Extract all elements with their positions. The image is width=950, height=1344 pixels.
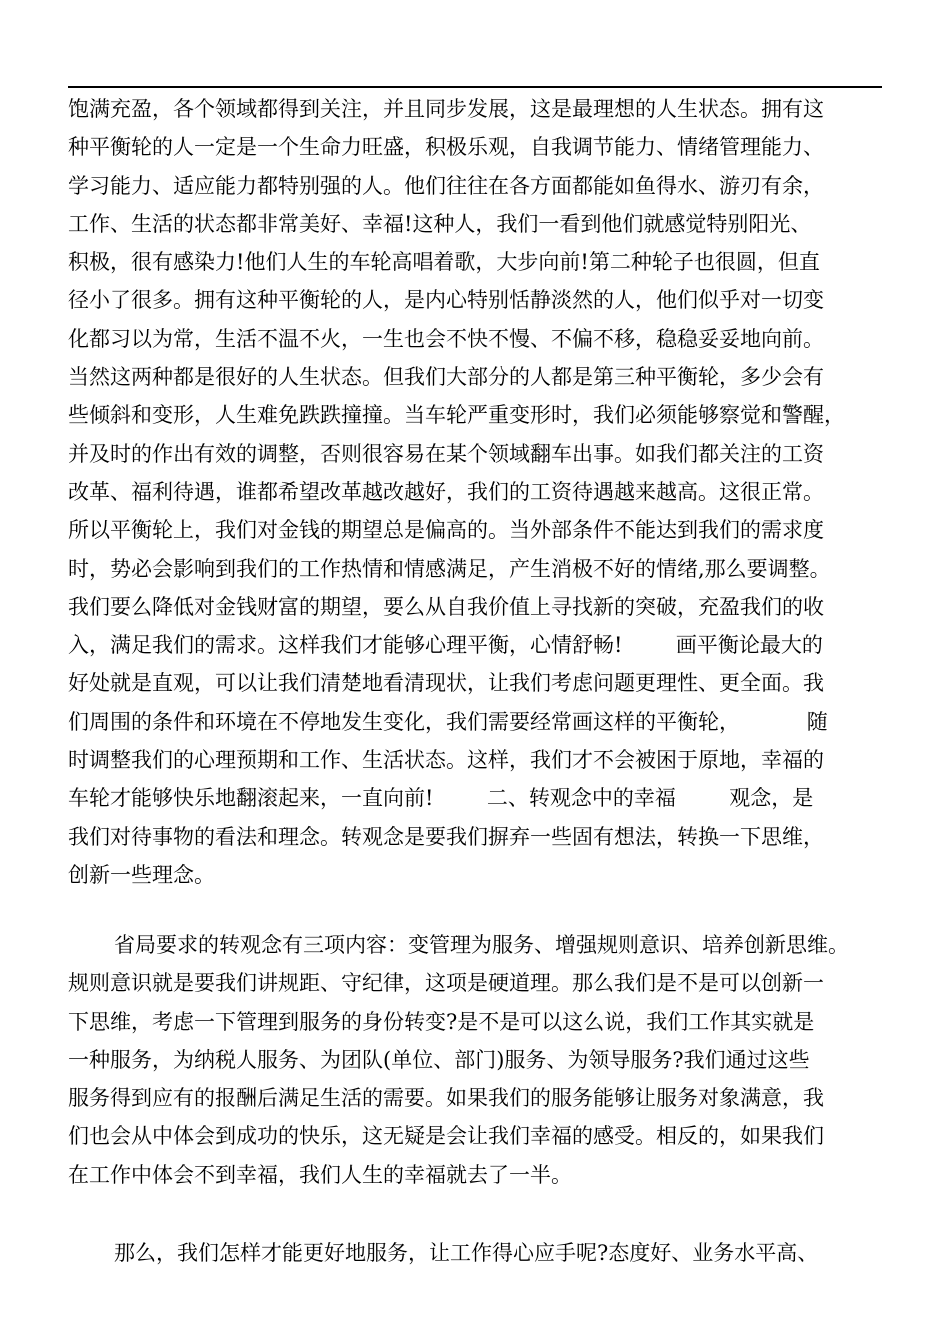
paragraph-provincial-requirements [68, 926, 898, 1194]
paragraph-how-to-serve [68, 1234, 898, 1272]
text-line: 在工作中体会不到幸福，我们人生的幸福就去了一半。 [68, 1162, 572, 1187]
text-line: 改革、福利待遇，谁都希望改革越改越好，我们的工资待遇越来越高。这很正常。 [68, 479, 824, 504]
text-line: 径小了很多。拥有这种平衡轮的人，是内心特别恬静淡然的人，他们似乎对一切变 [68, 288, 824, 313]
text-line: 那么，我们怎样才能更好地服务，让工作得心应手呢?态度好、业务水平高、 [114, 1241, 819, 1265]
text-line: 省局要求的转观念有三项内容：变管理为服务、增强规则意识、培养创新思维。 [114, 933, 849, 957]
text-line: 车轮才能够快乐地翻滚起来，一直向前! 二、转观念中的幸福 观念，是 [68, 786, 814, 811]
text-line: 工作、生活的状态都非常美好、幸福!这种人，我们一看到他们就感觉特别阳光、 [68, 211, 812, 236]
text-line: 我们要么降低对金钱财富的期望，要么从自我价值上寻找新的突破，充盈我们的收 [68, 594, 824, 619]
text-line: 化都习以为常，生活不温不火，一生也会不快不慢、不偏不移，稳稳妥妥地向前。 [68, 326, 824, 351]
text-line: 创新一些理念。 [68, 862, 215, 887]
text-line: 入，满足我们的需求。这样我们才能够心理平衡，心情舒畅! 画平衡论最大的 [68, 633, 823, 658]
text-line: 饱满充盈，各个领域都得到关注，并且同步发展，这是最理想的人生状态。拥有这 [68, 97, 824, 121]
text-line: 所以平衡轮上，我们对金钱的期望总是偏高的。当外部条件不能达到我们的需求度 [68, 518, 824, 543]
text-line: 我们对待事物的看法和理念。转观念是要我们摒弃一些固有想法，转换一下思维， [68, 824, 824, 849]
text-line: 时，势必会影响到我们的工作热情和情感满足，产生消极不好的情绪,那么要调整。 [68, 556, 831, 581]
text-line: 学习能力、适应能力都特别强的人。他们往往在各方面都能如鱼得水、游刃有余， [68, 173, 824, 198]
text-line: 规则意识就是要我们讲规距、守纪律，这项是硬道理。那么我们是不是可以创新一 [68, 971, 824, 996]
text-line: 好处就是直观，可以让我们清楚地看清现状，让我们考虑问题更理性、更全面。我 [68, 671, 824, 696]
text-line: 们周围的条件和环境在不停地发生变化，我们需要经常画这样的平衡轮， 随 [68, 709, 828, 734]
text-line: 一种服务，为纳税人服务、为团队(单位、部门)服务、为领导服务?我们通过这些 [68, 1047, 810, 1072]
paragraph-balance-wheel [68, 90, 898, 894]
header-rule [68, 86, 882, 88]
text-line: 并及时的作出有效的调整，否则很容易在某个领域翻车出事。如我们都关注的工资 [68, 441, 824, 466]
text-line: 服务得到应有的报酬后满足生活的需要。如果我们的服务能够让服务对象满意，我 [68, 1086, 824, 1111]
text-line: 下思维，考虑一下管理到服务的身份转变?是不是可以这么说，我们工作其实就是 [68, 1009, 815, 1034]
text-line: 些倾斜和变形，人生难免跌跌撞撞。当车轮严重变形时，我们必须能够察觉和警醒， [68, 403, 845, 428]
text-line: 种平衡轮的人一定是一个生命力旺盛，积极乐观，自我调节能力、情绪管理能力、 [68, 135, 824, 160]
text-line: 们也会从中体会到成功的快乐，这无疑是会让我们幸福的感受。相反的，如果我们 [68, 1124, 824, 1149]
text-line: 积极，很有感染力!他们人生的车轮高唱着歌，大步向前!第二种轮子也很圆，但直 [68, 250, 820, 275]
text-line: 当然这两种都是很好的人生状态。但我们大部分的人都是第三种平衡轮，多少会有 [68, 365, 824, 390]
text-line: 时调整我们的心理预期和工作、生活状态。这样，我们才不会被困于原地，幸福的 [68, 748, 824, 773]
